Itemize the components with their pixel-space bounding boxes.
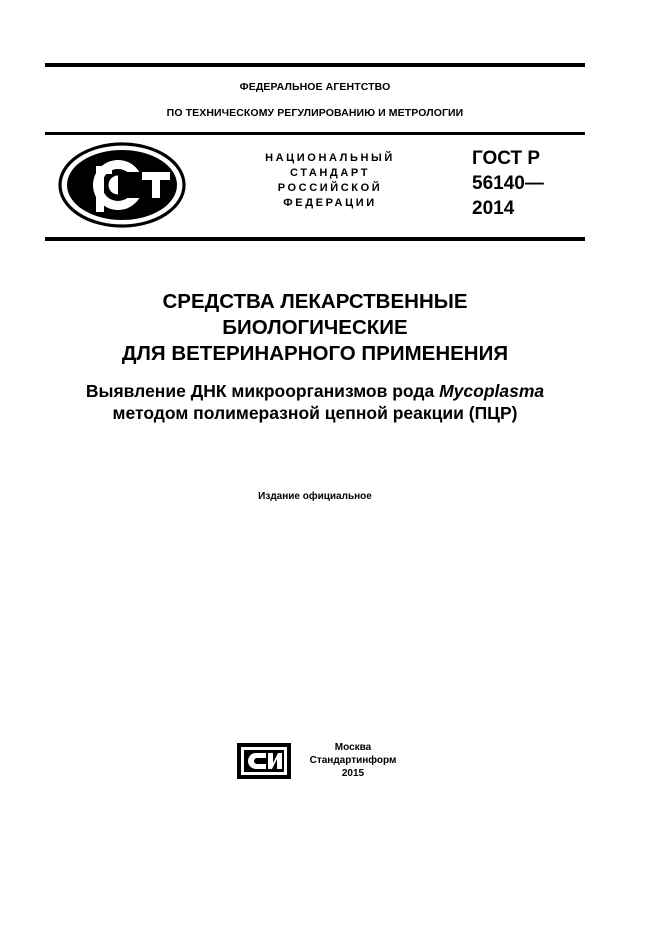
edition-label: Издание официальное <box>258 491 372 502</box>
rst-logo <box>58 142 186 228</box>
publication-year: 2015 <box>341 768 365 779</box>
gost-line-2: 56140— <box>472 173 544 194</box>
gost-number <box>472 146 544 221</box>
agency-line-2: ПО ТЕХНИЧЕСКОМУ РЕГУЛИРОВАНИЮ И МЕТРОЛОГИИ <box>166 107 464 119</box>
national-standard-label <box>250 151 410 211</box>
publisher-name: Стандартинформ <box>309 755 397 766</box>
publisher-city: Москва <box>334 742 372 753</box>
document-title <box>45 289 585 367</box>
header-rule-top <box>45 132 585 135</box>
standard-line-4: ФЕДЕРАЦИИ <box>283 197 377 209</box>
gost-line-1: ГОСТ Р <box>472 148 541 169</box>
subtitle-line-2: методом полимеразной цепной реакции (ПЦР) <box>112 403 518 423</box>
standard-line-1: НАЦИОНАЛЬНЫЙ <box>265 152 395 164</box>
header-rule-bottom <box>45 237 585 241</box>
standartinform-logo <box>236 742 292 780</box>
title-line-3: ДЛЯ ВЕТЕРИНАРНОГО ПРИМЕНЕНИЯ <box>121 342 509 365</box>
title-line-1: СРЕДСТВА ЛЕКАРСТВЕННЫЕ <box>162 290 468 313</box>
publisher-imprint <box>298 741 408 780</box>
subtitle-genus: Mycoplasma <box>439 381 545 401</box>
gost-line-3: 2014 <box>472 198 515 219</box>
title-line-2: БИОЛОГИЧЕСКИЕ <box>222 316 408 339</box>
top-rule <box>45 63 585 67</box>
subtitle-line-1 <box>30 380 600 402</box>
standard-line-3: РОССИЙСКОЙ <box>277 182 383 194</box>
subtitle-prefix: Выявление ДНК микроорганизмов рода <box>85 381 440 401</box>
document-subtitle <box>30 380 600 424</box>
agency-line-1: ФЕДЕРАЛЬНОЕ АГЕНТСТВО <box>239 81 391 93</box>
standard-line-2: СТАНДАРТ <box>289 167 371 179</box>
